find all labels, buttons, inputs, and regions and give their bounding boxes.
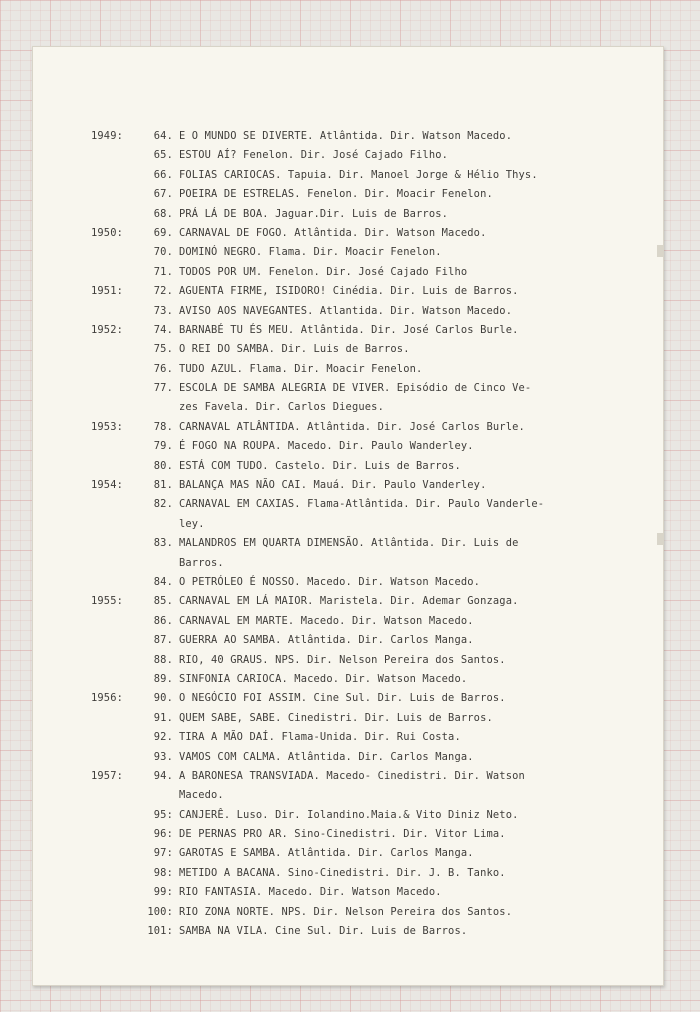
entry-number: 85. — [153, 595, 173, 608]
entry-number: 65. — [153, 149, 173, 162]
year-label: 1956: — [91, 692, 124, 705]
entry-number: 97: — [153, 847, 173, 860]
entry-number: 69. — [153, 226, 173, 239]
entry-text: CARNAVAL ATLÂNTIDA. Atlântida. Dir. José Carlos Burle. — [179, 420, 525, 433]
list-item — [33, 418, 663, 437]
entry-text: ley. — [179, 517, 205, 530]
entry-number: 83. — [153, 537, 173, 550]
entry-number: 95: — [153, 808, 173, 821]
entry-text: CARNAVAL EM LÁ MAIOR. Maristela. Dir. Ademar Gonzaga. — [179, 595, 519, 608]
entry-number: 89. — [153, 672, 173, 685]
entry-number: 87. — [153, 634, 173, 647]
entry-text: AGUENTA FIRME, ISIDORO! Cinédia. Dir. Luis de Barros. — [179, 285, 519, 298]
entry-number: 100: — [147, 905, 173, 918]
entry-text: ESTOU AÍ? Fenelon. Dir. José Cajado Filho. — [179, 149, 449, 162]
year-label: 1951: — [91, 285, 124, 298]
entry-text: AVISO AOS NAVEGANTES. Atlantida. Dir. Watson Macedo. — [179, 304, 513, 317]
list-item — [33, 457, 663, 476]
list-item — [33, 224, 663, 243]
entry-text: QUEM SABE, SABE. Cinedistri. Dir. Luis de Barros. — [179, 711, 493, 724]
list-item — [33, 689, 663, 708]
entry-text: ESCOLA DE SAMBA ALEGRIA DE VIVER. Episódio de Cinco Ve- — [179, 382, 532, 395]
entry-number: 75. — [153, 343, 173, 356]
entry-number: 92. — [153, 731, 173, 744]
list-item — [33, 922, 663, 941]
list-item — [33, 806, 663, 825]
list-item — [33, 728, 663, 747]
list-item — [33, 748, 663, 767]
entry-number: 96: — [153, 828, 173, 841]
entry-number: 73. — [153, 304, 173, 317]
entry-number: 81. — [153, 479, 173, 492]
entry-number: 101: — [147, 925, 173, 938]
entry-number: 90. — [153, 692, 173, 705]
entry-text: SINFONIA CARIOCA. Macedo. Dir. Watson Macedo. — [179, 672, 468, 685]
entry-number: 71. — [153, 265, 173, 278]
entry-text: SAMBA NA VILA. Cine Sul. Dir. Luis de Barros. — [179, 925, 468, 938]
list-item — [33, 282, 663, 301]
entry-number: 82. — [153, 498, 173, 511]
year-label: 1954: — [91, 479, 124, 492]
entry-text: FOLIAS CARIOCAS. Tapuia. Dir. Manoel Jorge & Hélio Thys. — [179, 168, 538, 181]
entry-text: RIO, 40 GRAUS. NPS. Dir. Nelson Pereira dos Santos. — [179, 653, 506, 666]
entry-number: 80. — [153, 459, 173, 472]
entry-text: zes Favela. Dir. Carlos Diegues. — [179, 401, 384, 414]
entry-number: 99: — [153, 886, 173, 899]
list-item — [33, 321, 663, 340]
list-item — [33, 883, 663, 902]
list-item — [33, 185, 663, 204]
list-item — [33, 554, 663, 573]
entry-number: 86. — [153, 614, 173, 627]
entry-number: 64. — [153, 130, 173, 142]
entry-number: 68. — [153, 207, 173, 220]
typewritten-page — [32, 46, 664, 986]
year-label: 1952: — [91, 323, 124, 336]
entry-text: E O MUNDO SE DIVERTE. Atlântida. Dir. Watson Macedo. — [179, 130, 513, 142]
entry-text: VAMOS COM CALMA. Atlântida. Dir. Carlos Manga. — [179, 750, 474, 763]
entry-number: 70. — [153, 246, 173, 259]
entry-text: O NEGÓCIO FOI ASSIM. Cine Sul. Dir. Luis de Barros. — [179, 692, 506, 705]
entry-text: É FOGO NA ROUPA. Macedo. Dir. Paulo Wanderley. — [179, 440, 474, 453]
list-item — [33, 127, 663, 146]
list-item — [33, 767, 663, 786]
list-item — [33, 302, 663, 321]
entry-text: Barros. — [179, 556, 224, 569]
list-item — [33, 340, 663, 359]
entry-number: 77. — [153, 382, 173, 395]
list-item — [33, 825, 663, 844]
list-item — [33, 573, 663, 592]
list-item — [33, 651, 663, 670]
entry-number: 94. — [153, 769, 173, 782]
entry-text: DE PERNAS PRO AR. Sino-Cinedistri. Dir. Vitor Lima. — [179, 828, 506, 841]
entry-number: 78. — [153, 420, 173, 433]
entry-text: TUDO AZUL. Flama. Dir. Moacir Fenelon. — [179, 362, 423, 375]
entry-text: BARNABÉ TU ÉS MEU. Atlântida. Dir. José Carlos Burle. — [179, 323, 519, 336]
entry-text: O REI DO SAMBA. Dir. Luis de Barros. — [179, 343, 410, 356]
entry-text: Macedo. — [179, 789, 224, 802]
entry-number: 74. — [153, 323, 173, 336]
year-label: 1957: — [91, 769, 124, 782]
list-item — [33, 903, 663, 922]
entry-number: 72. — [153, 285, 173, 298]
entry-text: A BARONESA TRANSVIADA. Macedo- Cinedistri. Dir. Watson — [179, 769, 525, 782]
list-item — [33, 205, 663, 224]
list-item — [33, 786, 663, 805]
entry-text: PRÁ LÁ DE BOA. Jaguar.Dir. Luis de Barros. — [179, 207, 449, 220]
list-item — [33, 631, 663, 650]
entry-number: 91. — [153, 711, 173, 724]
list-item — [33, 670, 663, 689]
list-item — [33, 592, 663, 611]
entry-text: RIO FANTASIA. Macedo. Dir. Watson Macedo. — [179, 886, 442, 899]
list-item — [33, 379, 663, 398]
entry-text: TIRA A MÃO DAÍ. Flama-Unida. Dir. Rui Costa. — [179, 731, 461, 744]
list-item — [33, 495, 663, 514]
entry-text: CARNAVAL EM MARTE. Macedo. Dir. Watson Macedo. — [179, 614, 474, 627]
year-label: 1953: — [91, 420, 124, 433]
list-item — [33, 243, 663, 262]
list-item — [33, 398, 663, 417]
list-item — [33, 166, 663, 185]
list-item — [33, 146, 663, 165]
list-item — [33, 534, 663, 553]
list-item — [33, 612, 663, 631]
film-list — [33, 127, 663, 941]
entry-number: 76. — [153, 362, 173, 375]
entry-text: RIO ZONA NORTE. NPS. Dir. Nelson Pereira dos Santos. — [179, 905, 513, 918]
entry-text: TODOS POR UM. Fenelon. Dir. José Cajado Filho — [179, 265, 468, 278]
entry-number: 88. — [153, 653, 173, 666]
entry-text: GUERRA AO SAMBA. Atlântida. Dir. Carlos Manga. — [179, 634, 474, 647]
entry-number: 98: — [153, 866, 173, 879]
entry-text: POEIRA DE ESTRELAS. Fenelon. Dir. Moacir Fenelon. — [179, 188, 493, 201]
year-label: 1950: — [91, 226, 124, 239]
entry-text: ESTÁ COM TUDO. Castelo. Dir. Luis de Barros. — [179, 459, 461, 472]
list-item — [33, 437, 663, 456]
list-item — [33, 515, 663, 534]
entry-text: GAROTAS E SAMBA. Atlântida. Dir. Carlos Manga. — [179, 847, 474, 860]
year-label: 1955: — [91, 595, 124, 608]
list-item — [33, 844, 663, 863]
entry-text: CARNAVAL DE FOGO. Atlântida. Dir. Watson Macedo. — [179, 226, 487, 239]
entry-number: 66. — [153, 168, 173, 181]
entry-text: O PETRÓLEO É NOSSO. Macedo. Dir. Watson Macedo. — [179, 575, 481, 588]
list-item — [33, 709, 663, 728]
list-item — [33, 263, 663, 282]
year-label: 1949: — [91, 130, 124, 142]
entry-text: CARNAVAL EM CAXIAS. Flama-Atlântida. Dir. Paulo Vanderle- — [179, 498, 545, 511]
entry-number: 93. — [153, 750, 173, 763]
list-item — [33, 864, 663, 883]
entry-text: MALANDROS EM QUARTA DIMENSÃO. Atlântida. Dir. Luis de — [179, 537, 519, 550]
entry-number: 79. — [153, 440, 173, 453]
entry-text: DOMINÓ NEGRO. Flama. Dir. Moacir Fenelon. — [179, 246, 442, 259]
entry-number: 67. — [153, 188, 173, 201]
list-item — [33, 476, 663, 495]
list-item — [33, 360, 663, 379]
entry-text: BALANÇA MAS NÃO CAI. Mauá. Dir. Paulo Vanderley. — [179, 479, 487, 492]
entry-text: METIDO A BACANA. Sino-Cinedistri. Dir. J. B. Tanko. — [179, 866, 506, 879]
entry-text: CANJERÊ. Luso. Dir. Iolandino.Maia.& Vito Diniz Neto. — [179, 808, 519, 821]
entry-number: 84. — [153, 575, 173, 588]
